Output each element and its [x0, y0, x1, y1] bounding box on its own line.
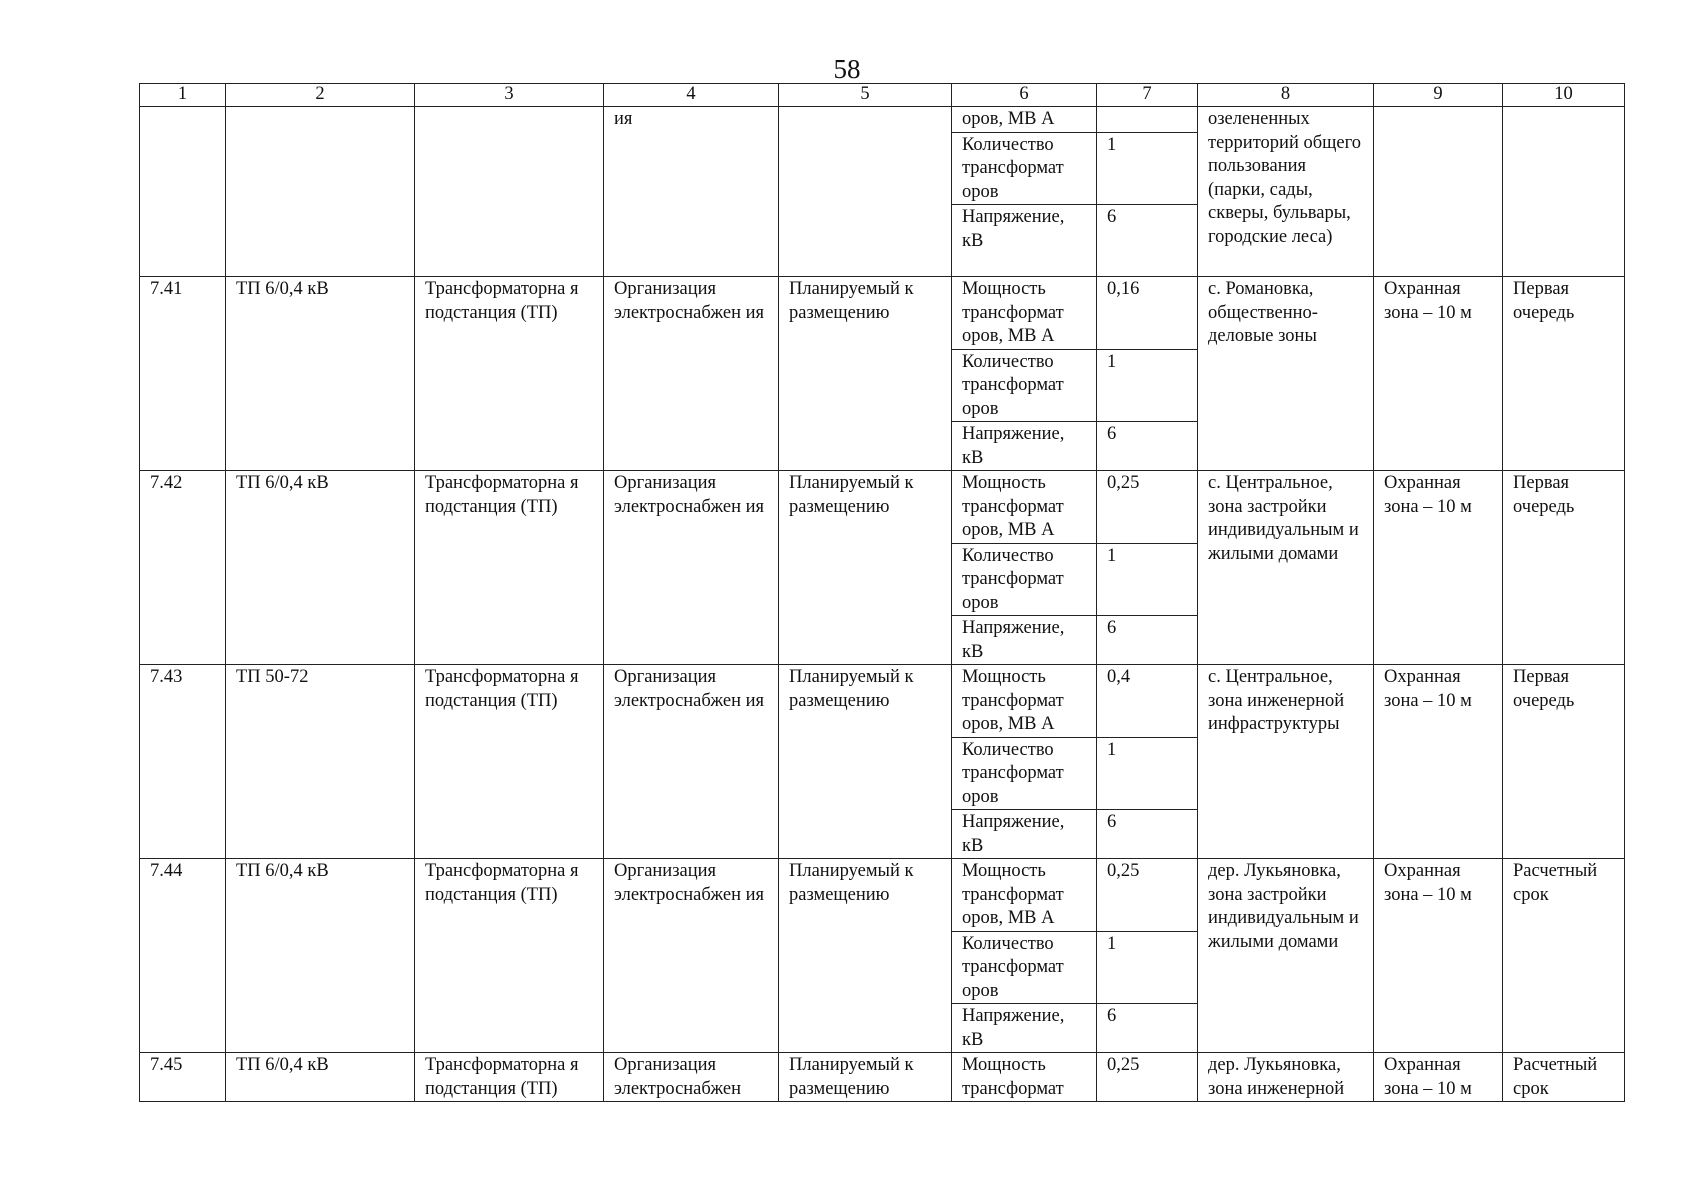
- table-row: [140, 665, 1625, 738]
- cell-zone: Охранная зона – 10 м: [1374, 1053, 1503, 1102]
- cell-param-value: 0,25: [1097, 1053, 1198, 1102]
- cell-purpose: Организация электроснабжен ия: [604, 665, 779, 859]
- cell-stage: Первая очередь: [1503, 277, 1625, 471]
- cell-param-label: Количество трансформат оров: [952, 132, 1097, 205]
- cell-param-value: [1097, 107, 1198, 133]
- cell-param-label: Количество трансформат оров: [952, 349, 1097, 422]
- cell-param-value: 0,16: [1097, 277, 1198, 350]
- cell-stage: Расчетный срок: [1503, 1053, 1625, 1102]
- cell-zone: Охранная зона – 10 м: [1374, 859, 1503, 1053]
- cell-param-label: Напряжение, кВ: [952, 1004, 1097, 1053]
- cell-name: ТП 6/0,4 кВ: [226, 471, 415, 665]
- cell-param-label: Напряжение, кВ: [952, 422, 1097, 471]
- cell-status: Планируемый к размещению: [779, 277, 952, 471]
- cell-param-label: Количество трансформат оров: [952, 737, 1097, 810]
- cell-param-value: 0,25: [1097, 471, 1198, 544]
- cell-type: [415, 107, 604, 277]
- cell-purpose: Организация электроснабжен ия: [604, 859, 779, 1053]
- table-row: [140, 859, 1625, 932]
- cell-stage: Расчетный срок: [1503, 859, 1625, 1053]
- cell-stage: Первая очередь: [1503, 471, 1625, 665]
- cell-param-label: Мощность трансформат оров, МВ А: [952, 665, 1097, 738]
- cell-location: с. Центральное, зона инженерной инфраструктуры: [1198, 665, 1374, 859]
- cell-num: 7.43: [140, 665, 226, 859]
- table-row: [140, 277, 1625, 350]
- cell-param-value: 1: [1097, 737, 1198, 810]
- cell-param-value: 1: [1097, 543, 1198, 616]
- column-number: 9: [1374, 84, 1503, 107]
- column-number: 5: [779, 84, 952, 107]
- cell-status: Планируемый к размещению: [779, 665, 952, 859]
- cell-name: ТП 6/0,4 кВ: [226, 859, 415, 1053]
- cell-type: Трансформаторна я подстанция (ТП): [415, 859, 604, 1053]
- objects-table: [139, 83, 1625, 1102]
- cell-param-label: Мощность трансформат оров, МВ А: [952, 859, 1097, 932]
- cell-location: с. Центральное, зона застройки индивидуальным и жилыми домами: [1198, 471, 1374, 665]
- cell-stage: [1503, 107, 1625, 277]
- cell-status: Планируемый к размещению: [779, 1053, 952, 1102]
- cell-param-value: 6: [1097, 205, 1198, 277]
- cell-stage: Первая очередь: [1503, 665, 1625, 859]
- cell-zone: [1374, 107, 1503, 277]
- table-row-continuation: [140, 107, 1625, 133]
- cell-status: Планируемый к размещению: [779, 471, 952, 665]
- column-number-row: [140, 84, 1625, 107]
- cell-zone: Охранная зона – 10 м: [1374, 665, 1503, 859]
- cell-param-label: Мощность трансформат: [952, 1053, 1097, 1102]
- table-row: [140, 471, 1625, 544]
- cell-param-label: оров, МВ А: [952, 107, 1097, 133]
- cell-param-value: 0,25: [1097, 859, 1198, 932]
- cell-param-value: 0,4: [1097, 665, 1198, 738]
- table-row: [140, 1053, 1625, 1102]
- column-number: 3: [415, 84, 604, 107]
- column-number: 10: [1503, 84, 1625, 107]
- cell-type: Трансформаторна я подстанция (ТП): [415, 471, 604, 665]
- cell-param-label: Напряжение, кВ: [952, 205, 1097, 277]
- cell-location: дер. Лукьяновка, зона застройки индивидуальным и жилыми домами: [1198, 859, 1374, 1053]
- cell-param-value: 1: [1097, 349, 1198, 422]
- cell-param-label: Количество трансформат оров: [952, 931, 1097, 1004]
- cell-num: 7.42: [140, 471, 226, 665]
- column-number: 4: [604, 84, 779, 107]
- cell-status: Планируемый к размещению: [779, 859, 952, 1053]
- cell-param-value: 6: [1097, 616, 1198, 665]
- cell-status: [779, 107, 952, 277]
- cell-num: [140, 107, 226, 277]
- cell-param-label: Мощность трансформат оров, МВ А: [952, 277, 1097, 350]
- column-number: 6: [952, 84, 1097, 107]
- column-number: 1: [140, 84, 226, 107]
- cell-num: 7.41: [140, 277, 226, 471]
- cell-location: озелененных территорий общего пользования (парки, сады, скверы, бульвары, городские леса): [1198, 107, 1374, 277]
- cell-name: ТП 50-72: [226, 665, 415, 859]
- cell-purpose: Организация электроснабжен ия: [604, 277, 779, 471]
- cell-num: 7.45: [140, 1053, 226, 1102]
- cell-type: Трансформаторна я подстанция (ТП): [415, 665, 604, 859]
- cell-param-value: 6: [1097, 1004, 1198, 1053]
- cell-type: Трансформаторна я подстанция (ТП): [415, 1053, 604, 1102]
- cell-name: ТП 6/0,4 кВ: [226, 1053, 415, 1102]
- cell-purpose: Организация электроснабжен ия: [604, 471, 779, 665]
- column-number: 2: [226, 84, 415, 107]
- cell-param-label: Напряжение, кВ: [952, 810, 1097, 859]
- cell-param-value: 6: [1097, 810, 1198, 859]
- cell-type: Трансформаторна я подстанция (ТП): [415, 277, 604, 471]
- cell-param-value: 1: [1097, 132, 1198, 205]
- cell-param-label: Напряжение, кВ: [952, 616, 1097, 665]
- cell-purpose: ия: [604, 107, 779, 277]
- cell-param-value: 1: [1097, 931, 1198, 1004]
- cell-purpose: Организация электроснабжен: [604, 1053, 779, 1102]
- page-number: 58: [833, 54, 861, 84]
- column-number: 8: [1198, 84, 1374, 107]
- cell-name: ТП 6/0,4 кВ: [226, 277, 415, 471]
- cell-param-value: 6: [1097, 422, 1198, 471]
- cell-location: дер. Лукьяновка, зона инженерной: [1198, 1053, 1374, 1102]
- cell-num: 7.44: [140, 859, 226, 1053]
- column-number: 7: [1097, 84, 1198, 107]
- cell-name: [226, 107, 415, 277]
- cell-param-label: Количество трансформат оров: [952, 543, 1097, 616]
- cell-zone: Охранная зона – 10 м: [1374, 471, 1503, 665]
- cell-zone: Охранная зона – 10 м: [1374, 277, 1503, 471]
- cell-param-label: Мощность трансформат оров, МВ А: [952, 471, 1097, 544]
- cell-location: с. Романовка, общественно-деловые зоны: [1198, 277, 1374, 471]
